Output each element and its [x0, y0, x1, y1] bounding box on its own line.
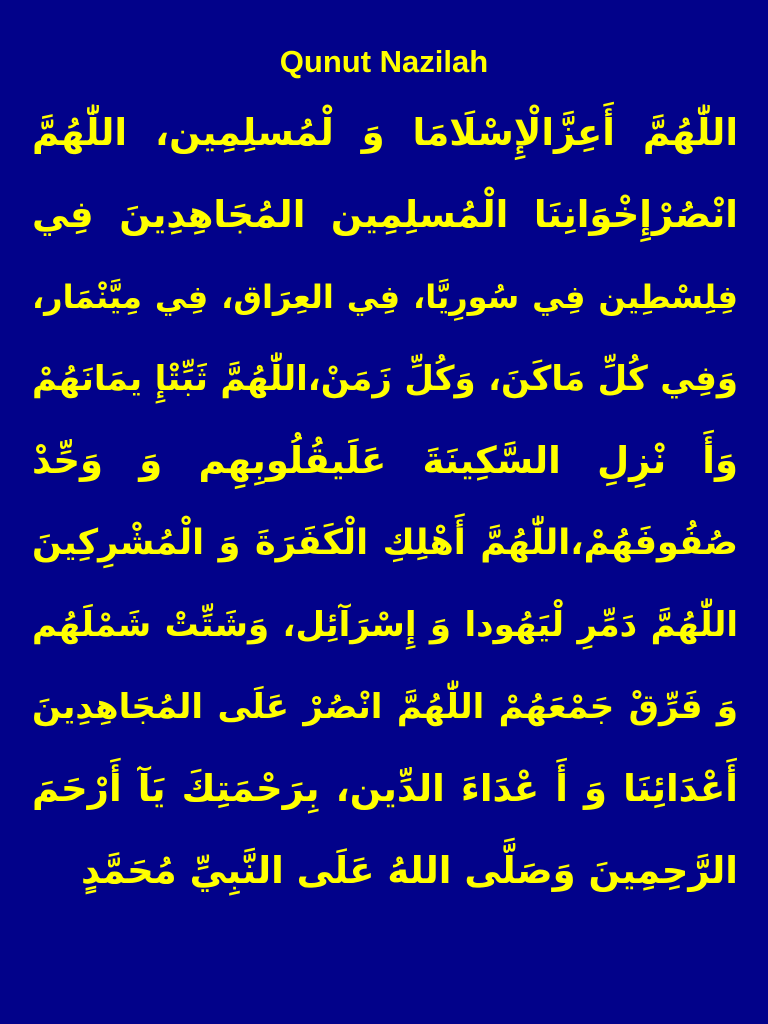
document-title: Qunut Nazilah — [279, 44, 489, 79]
text-line-8: وَ فَرِّقْ جَمْعَهُمْ اللّٰهُمَّ انْصُرْ عَلَى المُجَاهِدِينَ — [32, 687, 738, 727]
text-line-10: الرَّحِمِينَ وَصَلَّى اللهُ عَلَى النَّبِيِّ مُحَمَّدٍ — [80, 849, 738, 892]
qunut-text-block — [32, 92, 738, 912]
text-line-5: وَأَ نْزِلِ السَّكِينَةَ عَلَيقُلُوبِهِم وَ وَحِّدْ — [32, 439, 738, 482]
text-line-4: وَفِي كُلِّ مَاكَنَ، وَكُلِّ زَمَنْ،اللّٰهُمَّ ثَبِّتْإِ يمَانَهُمْ — [32, 359, 738, 399]
text-line-6: صُفُوفَهُمْ،اللّٰهُمَّ أَهْلِكِ الْكَفَرَةَ وَ الْمُشْرِكِينَ — [32, 523, 738, 563]
text-line-1: اللّٰهُمَّ أَعِزَّالْإِسْلَامَا وَ لْمُسلِمِين، اللّٰهُمَّ — [32, 111, 738, 154]
text-line-7: اللّٰهُمَّ دَمِّرِ لْيَهُودا وَ إِسْرَآئِل، وَشَتِّتْ شَمْلَهُم — [32, 605, 738, 645]
text-line-9: أَعْدَائِنَا وَ أَ عْدَاءَ الدِّين، بِرَحْمَتِكَ يَآ أَرْحَمَ — [32, 767, 738, 810]
text-line-3: فِلِسْطِين فِي سُورِيَّا، فِي العِرَاق، فِي مِيَّنْمَار، — [32, 278, 738, 316]
text-line-2: انْصُرْإِخْوَانِنَا الْمُسلِمِين المُجَاهِدِينَ فِي — [32, 193, 738, 236]
